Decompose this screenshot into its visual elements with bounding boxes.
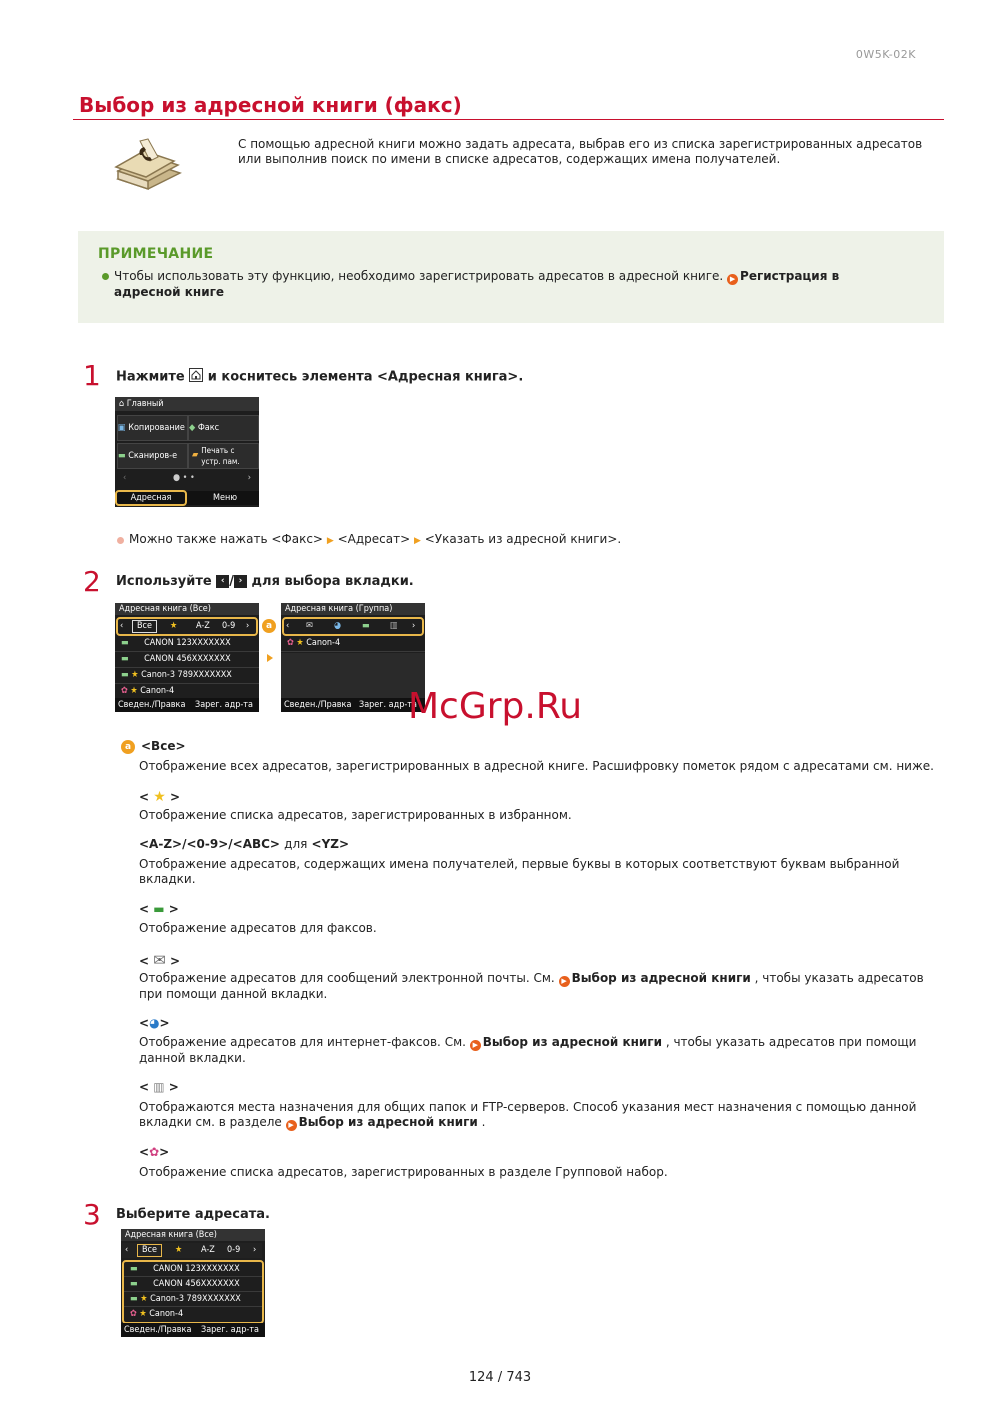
ifax-tab-icon: ◕	[334, 621, 342, 631]
tab-favorites: ★	[175, 1245, 183, 1255]
tile-print-memory: ▰ Печать с устр. пам.	[188, 443, 259, 469]
screen-right-title: Адресная книга (Группа)	[281, 603, 425, 615]
menu-key: Меню	[213, 493, 238, 503]
label-close: >	[170, 954, 181, 968]
link-arrow-icon: ▶	[470, 1040, 481, 1051]
tile-copy-label: Копирование	[128, 423, 185, 433]
label-open: <	[139, 902, 150, 916]
note-text	[114, 269, 864, 300]
list-item-label: Canon-4	[140, 686, 175, 696]
tile-scan-label: Сканиров-е	[128, 451, 178, 461]
file-server-icon: ▥	[153, 1080, 165, 1094]
step2-heading	[116, 574, 414, 589]
intro-text: С помощью адресной книги можно задать адресата, выбрав его из списка зарегистрированных адресатов или выполнив поиск по имени в списке адресатов, содержащих имена получателей.	[238, 137, 923, 166]
link-arrow-icon: ▶	[286, 1120, 297, 1131]
tab-right-arrow-icon: ›	[246, 621, 250, 631]
tab-0-9: 0-9	[227, 1245, 241, 1255]
label-open: <	[139, 1080, 150, 1094]
step3-number: 3	[83, 1198, 101, 1231]
screen-left-footer	[115, 698, 259, 712]
file-tab-icon: ▥	[390, 621, 398, 631]
email-tab-icon: ✉	[306, 621, 313, 631]
link-arrow-icon: ▶	[727, 274, 738, 285]
ifax-desc-post: , чтобы указать адресатов при помощи данной вкладки.	[139, 1035, 917, 1065]
file-link[interactable]: Выбор из адресной книги	[298, 1115, 478, 1129]
label-close: >	[159, 1145, 170, 1159]
address-list	[115, 636, 259, 700]
home-icon: ⌂	[119, 399, 125, 409]
home-button-icon	[189, 368, 203, 386]
tab-bar-highlight	[116, 617, 258, 636]
star-icon: ★	[153, 789, 166, 805]
list-highlight	[122, 1260, 264, 1324]
list-item-label: Canon-4	[149, 1309, 184, 1319]
page-indicator: ‹ ● • • ›	[123, 473, 251, 483]
list-item	[124, 1277, 262, 1292]
tile-print-label: Печать с устр. пам.	[201, 446, 240, 466]
tab-right-arrow-icon: ›	[253, 1245, 257, 1255]
label-open: <	[139, 790, 150, 804]
fax-icon: ▬	[121, 638, 129, 648]
address-book-key: Адресная книга	[115, 490, 187, 506]
fax-icon: ▬	[153, 902, 165, 916]
step2-heading-slash: /	[229, 574, 235, 589]
tab-left-arrow-icon: ‹	[120, 621, 124, 631]
screen-title: Главный	[126, 399, 164, 409]
tab-all: Все	[137, 1244, 162, 1257]
empty-list-area	[281, 653, 425, 698]
register-key: Зарег. адр-та	[195, 700, 253, 710]
info-edit-key: Сведен./Правка	[118, 700, 186, 710]
step2-number: 2	[83, 565, 101, 598]
hint-arrow-icon: ▶	[413, 536, 421, 546]
tab-bar	[122, 1243, 262, 1258]
register-key: Зарег. адр-та	[201, 1325, 259, 1335]
star-icon: ★	[296, 638, 304, 648]
hint-part-1: Можно также нажать <Факс>	[129, 532, 323, 546]
letter-tabs-end: <YZ>	[311, 837, 350, 851]
screen-right-footer	[281, 698, 425, 712]
tab-bar-group-highlight	[282, 617, 424, 636]
note-heading: ПРИМЕЧАНИЕ	[98, 246, 214, 262]
list-item-label: CANON 456XXXXXXX	[144, 654, 231, 664]
list-item-label: CANON 456XXXXXXX	[153, 1279, 240, 1289]
tab-a-z: A-Z	[201, 1245, 215, 1255]
screen-left-title: Адресная книга (Все)	[115, 603, 259, 615]
left-arrow-icon: ‹	[216, 575, 229, 588]
right-arrow-icon: ›	[234, 575, 247, 588]
tab-all: Все	[132, 620, 157, 633]
letter-tabs-label: <A-Z>/<0-9>/<ABC>	[139, 837, 280, 851]
home-screen-image	[115, 397, 259, 515]
list-item	[124, 1292, 262, 1307]
email-desc-pre: Отображение адресатов для сообщений электронной почты. См.	[139, 971, 555, 985]
email-icon: ✉	[153, 951, 166, 969]
tab-left-arrow-icon: ‹	[125, 1245, 129, 1255]
tab-left-arrow-icon: ‹	[286, 621, 290, 631]
fax-tab-icon: ▬	[362, 621, 370, 631]
tile-scan: ▬ Сканиров-е	[117, 443, 188, 469]
tile-copy: ▣ Копирование	[117, 415, 188, 441]
watermark: McGrp.Ru	[408, 686, 583, 727]
item-email-label	[139, 951, 180, 969]
fax-icon: ▬	[130, 1294, 138, 1304]
title-divider	[73, 119, 944, 120]
star-icon: ★	[139, 1309, 147, 1319]
item-ifax-label	[139, 1016, 170, 1030]
label-close: >	[168, 1080, 179, 1094]
item-ifax-desc	[139, 1035, 939, 1066]
tile-fax-label: Факс	[197, 423, 220, 433]
screen3-title: Адресная книга (Все)	[121, 1229, 265, 1241]
item-group-label	[139, 1145, 169, 1159]
note-body: Чтобы использовать эту функцию, необходимо зарегистрировать адресатов в адресной книге.	[114, 269, 724, 283]
tile-fax: ◆ Факс	[188, 415, 259, 441]
step2-heading-pre: Используйте	[116, 574, 212, 589]
step1-heading-pre: Нажмите	[116, 369, 185, 385]
group-icon: ✿	[130, 1309, 137, 1319]
list-item-label: CANON 123XXXXXXX	[153, 1264, 240, 1274]
label-close: >	[159, 1016, 170, 1030]
info-edit-key: Сведен./Правка	[284, 700, 352, 710]
item-a-badge: a	[121, 740, 135, 754]
list-item	[124, 1262, 262, 1277]
step1-heading	[116, 368, 523, 386]
ifax-desc-pre: Отображение адресатов для интернет-факсов. См.	[139, 1035, 466, 1049]
email-desc-post: , чтобы указать адресатов при помощи данной вкладки.	[139, 971, 924, 1001]
list-item-label: Canon-3 789XXXXXXX	[141, 670, 232, 680]
list-item	[124, 1307, 262, 1321]
group-list	[281, 636, 425, 652]
step2-heading-post: для выбора вкладки.	[251, 574, 414, 589]
step1-number: 1	[83, 359, 101, 392]
address-book-all-screen	[115, 603, 259, 712]
label-close: >	[168, 902, 179, 916]
label-open: <	[139, 1016, 150, 1030]
item-letter-tabs-label	[139, 837, 349, 851]
label-open: <	[139, 1145, 150, 1159]
item-fax-desc: Отображение адресатов для факсов.	[139, 921, 377, 935]
link-arrow-icon: ▶	[559, 976, 570, 987]
tab-right-arrow-icon: ›	[412, 621, 416, 631]
note-link[interactable]: Регистрация в адресной книге	[114, 269, 840, 299]
address-book-icon	[110, 137, 184, 194]
ifax-icon: ◕	[149, 1016, 160, 1030]
list-item-label: Canon-3 789XXXXXXX	[150, 1294, 241, 1304]
email-link[interactable]: Выбор из адресной книги	[571, 971, 751, 985]
file-desc-post: .	[481, 1115, 486, 1129]
item-letter-tabs-desc: Отображение адресатов, содержащих имена получателей, первые буквы в которых соответствуют буквам выбранной вкладки.	[139, 857, 900, 886]
screen-footer	[115, 491, 259, 515]
tab-0-9: 0-9	[222, 621, 236, 631]
item-file-desc	[139, 1100, 939, 1131]
star-icon: ★	[140, 1294, 148, 1304]
list-item	[281, 636, 425, 652]
hint-part-3: <Указать из адресной книги>.	[424, 532, 622, 546]
step1-heading-post: и коснитесь элемента <Адресная книга>.	[207, 369, 524, 385]
item-all-desc: Отображение всех адресатов, зарегистрированных в адресной книге. Расшифровку пометок рядом с адресатами см. ниже.	[139, 759, 934, 773]
group-icon: ✿	[121, 686, 128, 696]
fax-icon: ▬	[121, 654, 129, 664]
label-open: <	[139, 954, 150, 968]
file-desc-pre: Отображаются места назначения для общих папок и FTP-серверов. Способ указания мест назначения с помощью данной вкладки см. в разделе	[139, 1100, 917, 1129]
next-screen-arrow-icon	[267, 654, 273, 662]
item-group-desc: Отображение списка адресатов, зарегистрированных в разделе Групповой набор.	[139, 1165, 668, 1179]
hint-arrow-icon: ▶	[326, 536, 334, 546]
hint-part-2: <Адресат>	[337, 532, 411, 546]
fax-icon: ▬	[130, 1279, 138, 1289]
hint-bullet	[117, 537, 124, 544]
star-icon: ★	[130, 686, 138, 696]
callout-a-badge: a	[262, 619, 276, 633]
list-item	[115, 668, 259, 684]
group-icon: ✿	[149, 1145, 160, 1159]
tab-a-z: A-Z	[196, 621, 210, 631]
info-edit-key: Сведен./Правка	[124, 1325, 192, 1335]
fax-icon: ▬	[130, 1264, 138, 1274]
star-icon: ★	[131, 670, 139, 680]
item-favorites-desc: Отображение списка адресатов, зарегистрированных в избранном.	[139, 808, 572, 822]
select-destination-screen	[121, 1229, 265, 1337]
page-title: Выбор из адресной книги (факс)	[79, 93, 462, 117]
list-item-label: CANON 123XXXXXXX	[144, 638, 231, 648]
step3-heading: Выберите адресата.	[116, 1207, 270, 1222]
label-close: >	[170, 790, 181, 804]
item-all-label: <Все>	[141, 739, 186, 753]
item-fax-label	[139, 902, 179, 916]
item-favorites-label	[139, 789, 180, 805]
group-icon: ✿	[287, 638, 294, 648]
list-item	[115, 636, 259, 652]
fax-icon: ▬	[121, 670, 129, 680]
address-book-group-screen	[281, 603, 425, 712]
letter-tabs-connector: для	[284, 837, 308, 851]
screen3-footer	[121, 1323, 265, 1337]
register-key: Зарег. адр-та	[359, 700, 417, 710]
step1-hint	[129, 532, 621, 546]
page-number: 124 / 743	[468, 1370, 532, 1385]
tab-favorites: ★	[170, 621, 178, 631]
item-file-label	[139, 1080, 179, 1094]
note-bullet	[102, 273, 109, 280]
list-item	[115, 652, 259, 668]
item-email-desc	[139, 971, 939, 1002]
document-id: 0W5K-02K	[855, 48, 916, 61]
ifax-link[interactable]: Выбор из адресной книги	[482, 1035, 662, 1049]
list-item-label: Canon-4	[306, 638, 341, 648]
screen-title-bar	[115, 397, 259, 411]
